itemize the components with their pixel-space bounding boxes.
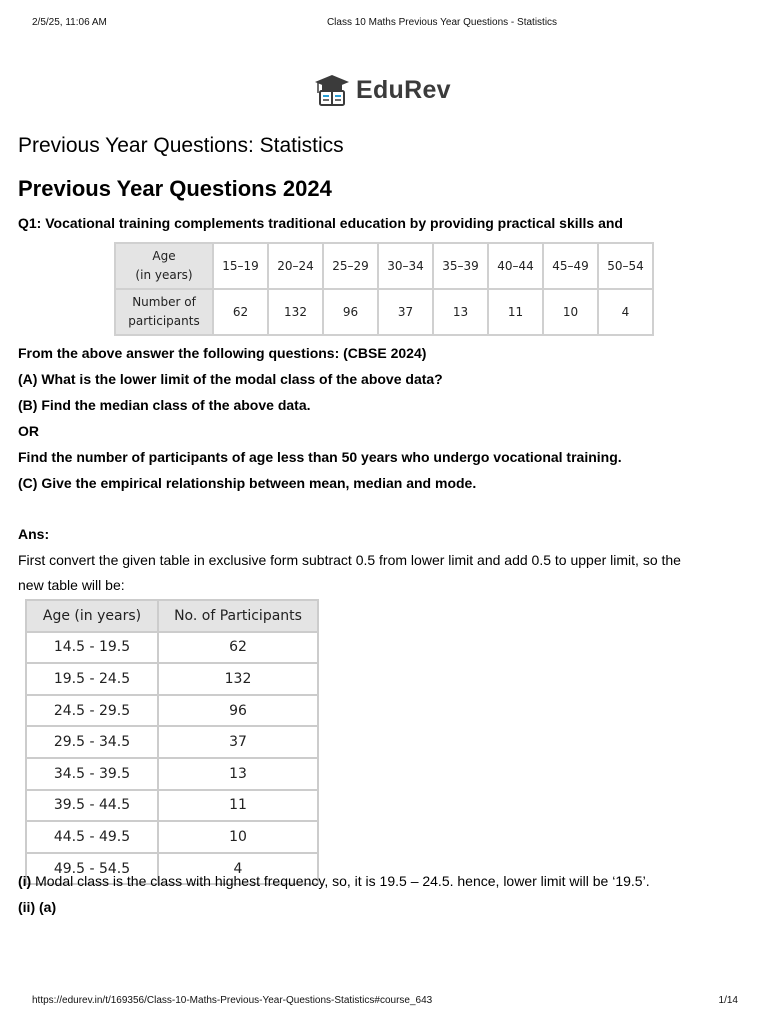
exclusive-class-table	[25, 599, 319, 885]
table-row	[26, 726, 318, 758]
table-row	[26, 695, 318, 727]
table-header-cell: Age (in years)	[26, 600, 158, 632]
table-cell: 29.5 - 34.5	[26, 726, 158, 758]
table-cell: 49.5 - 54.5	[26, 853, 158, 885]
table-row-label: Number of participants	[115, 289, 213, 335]
age-participants-table	[114, 242, 654, 336]
table-row	[26, 758, 318, 790]
table-header-cell: 45–49	[543, 243, 598, 289]
table-cell: 132	[268, 289, 323, 335]
table-cell: 11	[488, 289, 543, 335]
print-doc-title: Class 10 Maths Previous Year Questions - Statistics	[326, 17, 558, 28]
table-header-cell: 25–29	[323, 243, 378, 289]
table-cell: 24.5 - 29.5	[26, 695, 158, 727]
question-intro: Q1: Vocational training complements traditional education by providing practical skills and	[18, 215, 623, 231]
footer-url[interactable]: https://edurev.in/t/169356/Class-10-Maths-Previous-Year-Questions-Statistics#course_643	[32, 995, 433, 1006]
question-a: (A) What is the lower limit of the modal class of the above data?	[18, 371, 443, 387]
table-header-cell: 15–19	[213, 243, 268, 289]
table-row	[26, 663, 318, 695]
table-row	[26, 821, 318, 853]
table-cell: 96	[323, 289, 378, 335]
graduation-cap-icon	[314, 73, 350, 107]
question-c: (C) Give the empirical relationship between mean, median and mode.	[18, 475, 477, 491]
question-b-alt: Find the number of participants of age less than 50 years who undergo vocational training.	[18, 449, 622, 465]
table-row	[26, 790, 318, 822]
table-cell: 34.5 - 39.5	[26, 758, 158, 790]
table-header-cell: 20–24	[268, 243, 323, 289]
table-cell: 13	[158, 758, 318, 790]
table-cell: 44.5 - 49.5	[26, 821, 158, 853]
table-row	[26, 632, 318, 664]
question-lead: From the above answer the following questions: (CBSE 2024)	[18, 345, 427, 361]
table-cell: 10	[543, 289, 598, 335]
table-row	[26, 600, 318, 632]
answer-part-i-label: (i)	[18, 873, 32, 889]
logo-text: EduRev	[356, 75, 451, 104]
table-row	[115, 289, 653, 335]
footer-page-number: 1/14	[718, 995, 738, 1006]
answer-part-i-text: Modal class is the class with highest frequency, so, it is 19.5 – 24.5. hence, lower limit will be ‘19.5’.	[31, 873, 650, 889]
answer-text-line: First convert the given table in exclusive form subtract 0.5 from lower limit and add 0.5 to upper limit, so the	[18, 552, 681, 568]
table-header-cell: No. of Participants	[158, 600, 318, 632]
table-cell: 96	[158, 695, 318, 727]
page-title: Previous Year Questions: Statistics	[18, 134, 344, 157]
table-cell: 4	[598, 289, 653, 335]
table-header-cell: 50–54	[598, 243, 653, 289]
table-header-cell: 30–34	[378, 243, 433, 289]
edurev-logo[interactable]	[314, 72, 451, 108]
table-cell: 37	[158, 726, 318, 758]
question-b: (B) Find the median class of the above data.	[18, 397, 311, 413]
question-or: OR	[18, 423, 39, 439]
table-cell: 10	[158, 821, 318, 853]
table-cell: 62	[213, 289, 268, 335]
table-cell: 62	[158, 632, 318, 664]
table-cell: 37	[378, 289, 433, 335]
answer-text-line: new table will be:	[18, 577, 125, 593]
table-header-cell: Age (in years)	[115, 243, 213, 289]
table-row	[115, 243, 653, 289]
table-header-cell: 35–39	[433, 243, 488, 289]
table-cell: 19.5 - 24.5	[26, 663, 158, 695]
table-cell: 11	[158, 790, 318, 822]
table-cell: 39.5 - 44.5	[26, 790, 158, 822]
section-title: Previous Year Questions 2024	[18, 176, 332, 201]
table-cell: 13	[433, 289, 488, 335]
answer-part-ii: (ii) (a)	[18, 899, 57, 915]
print-datetime: 2/5/25, 11:06 AM	[32, 17, 107, 28]
answer-label: Ans:	[18, 526, 50, 542]
table-cell: 14.5 - 19.5	[26, 632, 158, 664]
table-header-cell: 40–44	[488, 243, 543, 289]
answer-part-i	[18, 873, 650, 889]
table-cell: 4	[158, 853, 318, 885]
table-cell: 132	[158, 663, 318, 695]
